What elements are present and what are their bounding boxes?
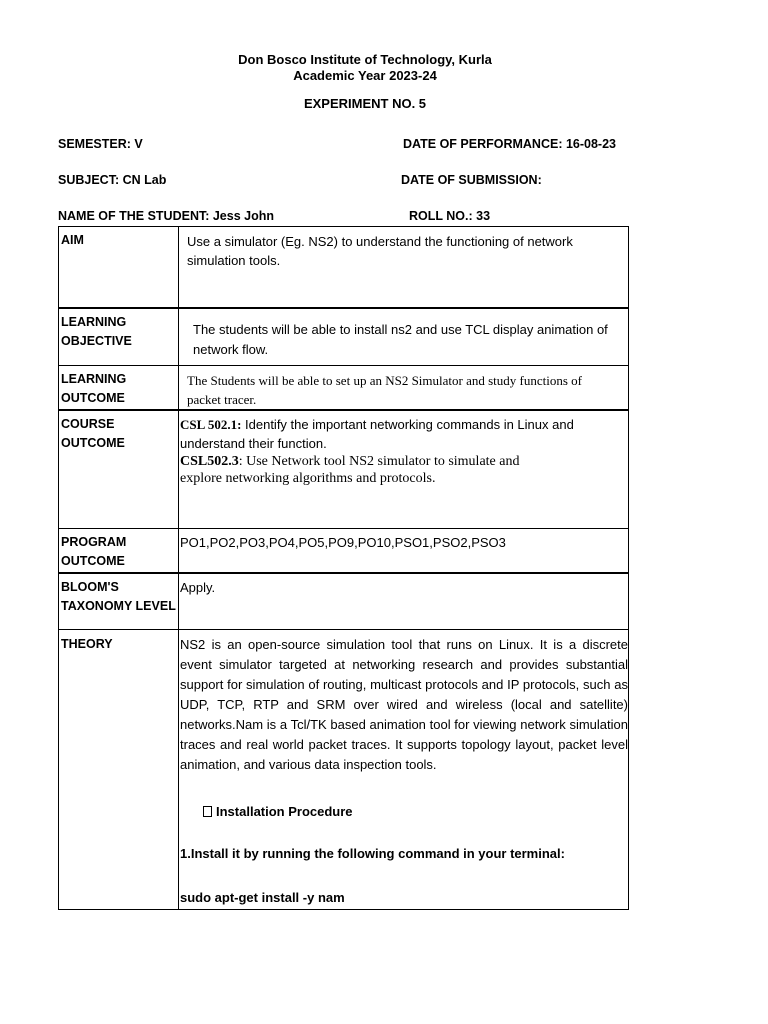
blooms-value: Apply. [179,573,629,629]
learning-outcome-label: LEARNING OUTCOME [59,366,179,411]
date-of-performance: DATE OF PERFORMANCE: 16-08-23 [403,137,616,151]
subject: SUBJECT: CN Lab [58,173,167,187]
theory-label: THEORY [59,629,179,909]
learning-outcome-row [59,366,629,411]
roll-number: ROLL NO.: 33 [409,209,491,223]
program-outcome-label: PROGRAM OUTCOME [59,528,179,573]
theory-paragraph: NS2 is an open-source simulation tool that runs on Linux. It is a discrete event simulator targeted at networking research and provides substantial support for simulation of routing, multicast protocols and IP protocols, such as UDP, TCP, RTP and SRM over wired and wireless (local and satellite) networks.Nam is a Tcl/TK based animation tool for viewing network simulation traces and real world packet traces. It supports topology layout, packet level animation, and various data inspection tools. [180,636,628,772]
theory-row [59,629,629,909]
course-outcome-2: CSL502.3: Use Network tool NS2 simulator to simulate and explore networking algorithms and protocols. [180,454,520,486]
program-outcome-row [59,528,629,573]
install-command: sudo apt-get install -y nam [180,889,345,905]
course-outcome-1-code: CSL 502.1: [180,417,242,432]
learning-objective-value: The students will be able to install ns2 and use TCL display animation of network flow. [179,308,629,366]
course-outcome-2-code: CSL502.3 [180,454,239,469]
learning-outcome-value: The Students will be able to set up an NS2 Simulator and study functions of packet tracer. [179,366,629,411]
institute-name: Don Bosco Institute of Technology, Kurla [238,52,492,67]
student-name: NAME OF THE STUDENT: Jess John [58,209,274,223]
installation-step-1: 1.Install it by running the following command in your terminal: [180,845,565,861]
aim-value: Use a simulator (Eg. NS2) to understand the functioning of network simulation tools. [179,227,629,308]
aim-row [59,227,629,308]
course-outcome-label: COURSE OUTCOME [59,410,179,528]
program-outcome-value: PO1,PO2,PO3,PO4,PO5,PO9,PO10,PSO1,PSO2,PSO3 [179,528,629,573]
aim-label: AIM [59,227,179,308]
semester: SEMESTER: V [58,137,143,151]
academic-year: Academic Year 2023-24 [293,68,437,83]
bullet-box-icon [203,806,212,817]
theory-value [179,629,629,909]
experiment-table [58,226,629,910]
experiment-number: EXPERIMENT NO. 5 [303,96,427,111]
learning-objective-row [59,308,629,366]
blooms-label: BLOOM'S TAXONOMY LEVEL [59,573,179,629]
course-outcome-row [59,410,629,528]
installation-heading: Installation Procedure [180,802,628,821]
course-outcome-1: CSL 502.1: Identify the important networking commands in Linux and understand their function. [180,417,574,451]
course-outcome-value [179,410,629,528]
learning-objective-label: LEARNING OBJECTIVE [59,308,179,366]
blooms-row [59,573,629,629]
date-of-submission: DATE OF SUBMISSION: [401,173,542,187]
